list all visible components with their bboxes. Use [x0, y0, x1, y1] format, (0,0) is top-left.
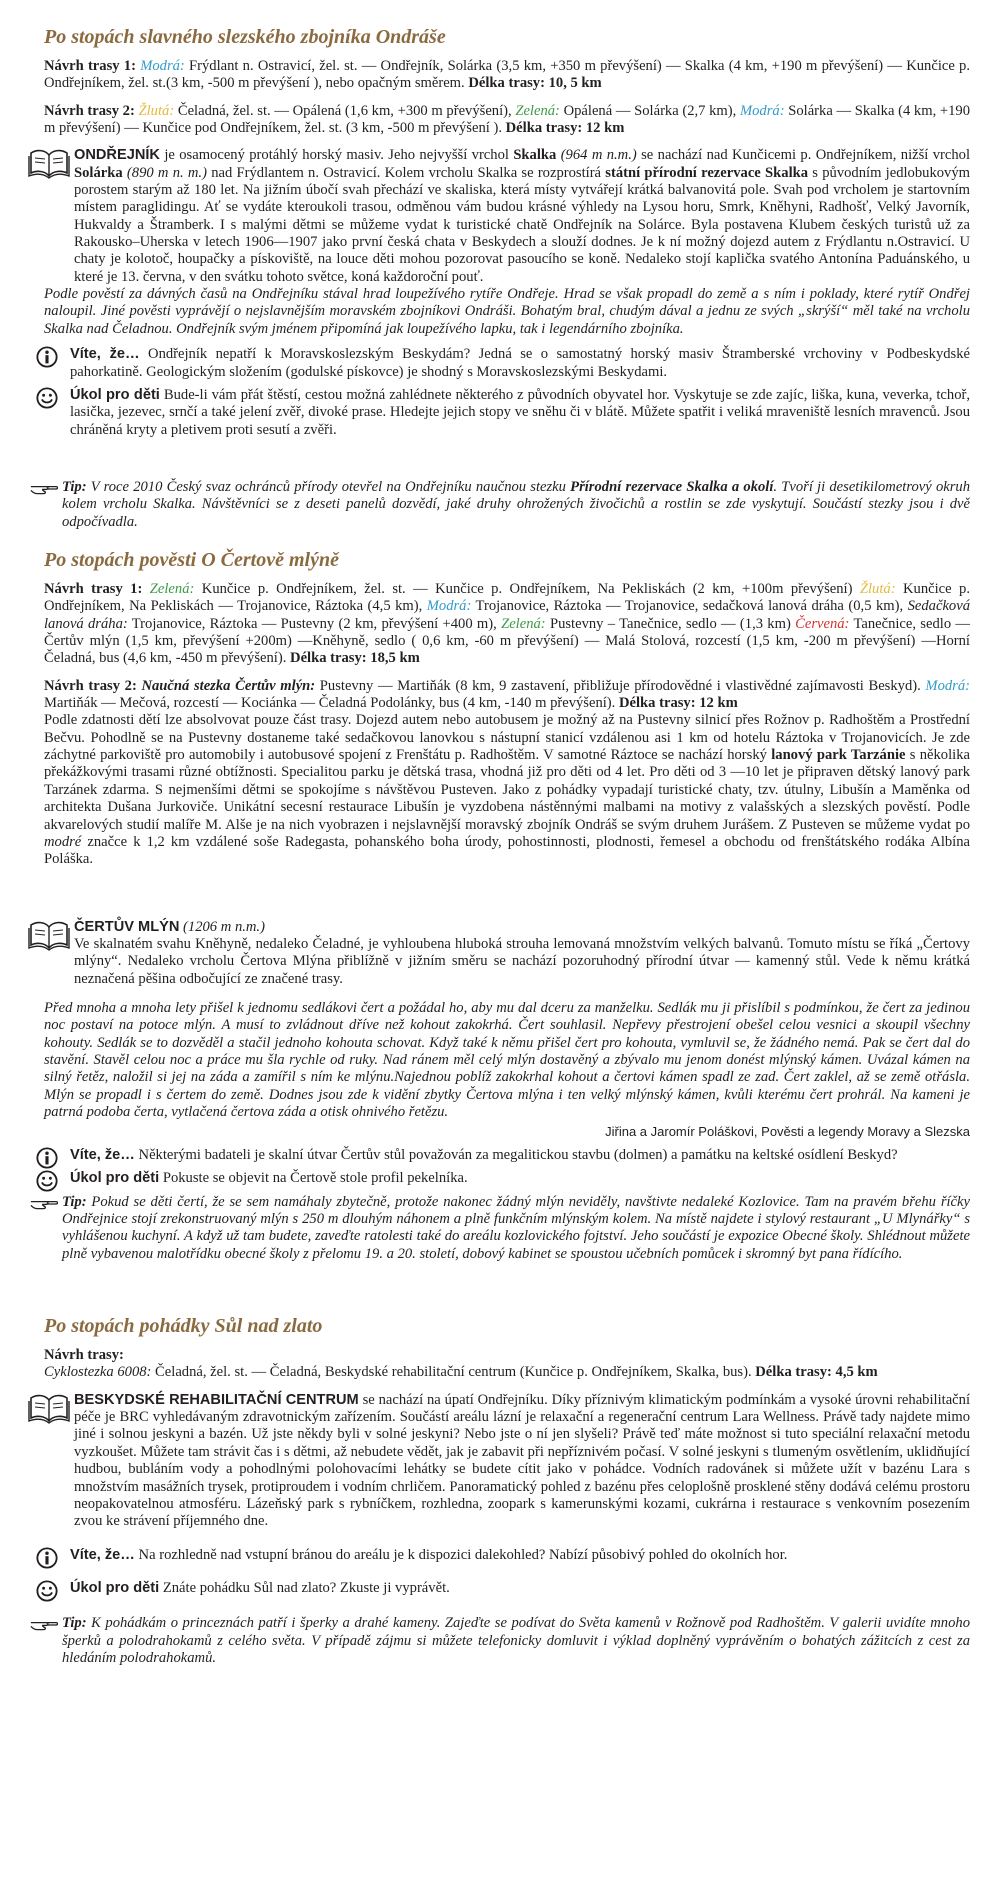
tip-heading: Tip: [62, 478, 87, 495]
text: Znáte pohádku Sůl nad zlato? Zkuste ji vyprávět. [159, 1579, 450, 1596]
ukol-text [70, 1580, 970, 1597]
text-bold-italic: Naučná stezka Čertův mlýn: [141, 677, 316, 694]
block-heading: ČERTŮV MLÝN [74, 918, 180, 935]
route-text: Čeladná, žel. st. — Opálená (1,6 km, +300 m převýšení), [174, 102, 516, 119]
pointing-hand-icon [30, 481, 58, 496]
route-text: Tanečnice, sedlo — Čertův mlýn (1,5 km, převýšení +200m) —Kněhyně, sedlo ( 0,6 km, -60 m převýšení) — Malá Stolová, rozcestí (1,5 km, -200 m převýšení) —Horní Čeladná, bus (4,6 km, -450 m převýšení). [44, 615, 970, 667]
route-1 [44, 58, 970, 93]
tip-block [44, 479, 970, 531]
text-italic: Cyklostezka 6008: [44, 1364, 152, 1381]
ukol-block [44, 1580, 970, 1597]
trail-green: Zelená: [515, 102, 560, 119]
ondrejnik-block [44, 147, 970, 286]
block-heading: BESKYDSKÉ REHABILITAČNÍ CENTRUM [74, 1391, 359, 1408]
ukol-block [44, 1170, 970, 1187]
ondrejnik-text [74, 147, 970, 286]
text-bold: státní přírodní rezervace Skalka [605, 164, 809, 181]
vite-text [70, 1547, 970, 1564]
text-bold: Skalka [513, 147, 557, 164]
ukol-block [44, 387, 970, 439]
section-sul-nad-zlato [44, 1315, 970, 1667]
book-icon [26, 1392, 72, 1424]
block-heading: Víte, že… [70, 1147, 135, 1164]
block-heading: Úkol pro děti [70, 1579, 160, 1596]
tip-heading: Tip: [62, 1193, 87, 1210]
text: s původním jedlobukovým porostem starým až 180 let. Na jižním úbočí svah přechází ve skaliska, která místy vytvářejí krátká balvanovitá pole. Svah pod vrcholem je startovním místem paraglidingu. Ať se vydáte kteroukoli trasou, odměnou vám budou krásné výhledy na Lysou horu, Smrk, Kněhyni, Radhošť, Velký Javorník, Hukvaldy a Štramberk. I s malými dětmi se můžeme vydat k turistické chatě Ondřejník na Solárce. Byla postavena Klubem českých turistů už za Rakousko–Uherska v letech 1906—1907 jako první česká chata v Beskydech a slouží dodnes. Je k ní možný dojezd autem z Frýdlantu n.Ostravicí. U chaty je kolotoč, houpačky a pískoviště, na louce děti mohou pozorovat pasoucího se koně. Nedaleko stojí kaplička svatého Antonína Paduánského, u které je 13. června, v den svátku tohoto světce, koná každoroční pouť. [74, 164, 970, 285]
route-label: Návrh trasy: [44, 1346, 124, 1363]
document-content [44, 26, 970, 1667]
trail-blue: Modrá: [426, 598, 472, 615]
section-title: Po stopách slavného slezského zbojníka Ondráše [44, 26, 446, 48]
info-icon [36, 346, 58, 368]
route-text: Čeladná, žel. st. — Čeladná, Beskydské rehabilitační centrum (Kunčice p. Ondřejníkem, Skalka, bus). [151, 1364, 756, 1381]
text: je osamocený protáhlý horský masiv. Jeho nejvyšší vrchol [159, 147, 514, 164]
text: značce k 1,2 km vzdálené soše Radegasta, pohanského boha úrody, pohostinnosti, plodnosti, řemesel a obchodu od frenštátského rodáka Albína Poláška. [44, 833, 970, 868]
text: Na rozhledně nad vstupní bránou do areálu je k dispozici dalekohled? Nabízí působivý pohled do okolních hor. [134, 1546, 788, 1563]
text: Pokud se děti čertí, že se sem namáhaly zbytečně, protože nakonec žádný mlýn neviděly, navštivte nedaleké Kozlovice. Tam na pravém břehu říčky Ondřejnice stojí zrekonstruovaný mlýn s 250 m dlouhým náhonem a plně funkčním mlýnským kolem. Na místě najdete i stylový restaurant „U Mlynářky“ s vyhlášenou kuchyní. A když už tam budete, zaveďte ratolesti také do areálu kozlovického fojtství. Jeho součástí je expozice Obecné školy. Shlédnout můžete plně vybavenou malotřídku obecné školy z přelomu 19. a 20. století, dobový kabinet se spoustou učebních pomůcek i skromný byt pana řídícího. [62, 1193, 970, 1262]
trail-yellow: Žlutá: [138, 102, 175, 119]
vite-block [44, 346, 970, 381]
route-label: Návrh trasy 2: [44, 102, 135, 119]
route-label: Návrh trasy 1: [44, 580, 143, 597]
route-text: Solárka — Skalka (4 km, +190 m převýšení) — Kunčice pod Ondřejníkem, žel. st. (3 km, -500 m převýšení ). [44, 102, 971, 136]
smiley-icon [36, 387, 58, 409]
info-icon [36, 1547, 58, 1569]
info-icon [36, 1147, 58, 1169]
route-text: Kunčice p. Ondřejníkem, Na Pekliskách — Trojanovice, Ráztoka (4,5 km), [44, 580, 970, 615]
text: nad Frýdlantem n. Ostravicí. Kolem vrcholu Skalka se rozprostírá [206, 164, 606, 181]
route-text: Opálená — Solárka (2,7 km), [559, 102, 740, 119]
route-text: Martiňák — Mečová, rozcestí — Kociánka — Čeladná Podolánky, bus (4 km, -140 m převýšení). [44, 695, 619, 712]
text: Ondřejník nepatří k Moravskoslezským Beskydám? Jedná se o samostatný horský masiv Štramberské vrchoviny v Podbeskydské pahorkatině. Geologickým složením (godulské pískovce) je shodný s Moravskoslezskými Beskydami. [70, 346, 970, 380]
vite-text [70, 346, 970, 381]
text-italic: modré [44, 833, 82, 850]
route-length: Délka trasy: 18,5 km [290, 650, 420, 667]
block-heading: Úkol pro děti [70, 386, 160, 403]
text: s několika překážkovými trasami různé obtížnosti. Specialitou parku je dětská trasa, vhodná již pro děti od 4 let. Pro děti od 3 —10 let je připraven dětský lanový park Tarzánek zdarma. S nejmenšími dětmi se spokojíme s návštěvou Pusteven. Jako z pohádky vypadají turistické chaty, tzv. útulny, Libušín a Maměnka od architekta Dušana Jurkoviče. Unikátní secesní restaurace Libušín je vyzdobena nástěnnými malbami na motivy z valašských a slezských pověstí. Podle akvarelových studií malíře M. Alše je na nich vyobrazen i nejslavnější moravský zbojník Ondráš se svým druhem Jurášem. Z Pusteven se můžeme vydat po [44, 747, 970, 833]
block-heading: Víte, že… [70, 346, 140, 363]
text: K pohádkám o princeznách patří i šperky a drahé kameny. Zajeďte se podívat do Světa kamenů v Rožnově pod Radhoštěm. V galerii uvidíte mnoho šperků a polodrahokamů z celého světa. V případě zájmu si můžete telefonicky domluvit i výklad doplněný vyprávěním o bohatých zážitcích z cest za hledáním polodrahokamů. [62, 1615, 970, 1667]
block-heading: Úkol pro děti [70, 1170, 160, 1187]
vite-block [44, 1147, 970, 1164]
tip-text [62, 1615, 970, 1667]
route-2 [44, 678, 970, 713]
ukol-text [70, 387, 970, 439]
certuv-block [44, 919, 970, 988]
tip-text [62, 1194, 970, 1263]
block-heading: Víte, že… [70, 1546, 135, 1563]
route-text: Kunčice p. Ondřejníkem, žel. st. — Kunčice p. Ondřejníkem, Na Pekliskách (2 km, +100m převýšení) [194, 580, 860, 597]
text-italic: Sedačková lanová dráha: [44, 598, 970, 632]
trail-blue: Modrá: [925, 677, 971, 694]
route-text: Trojanovice, Ráztoka — Trojanovice, sedačková lanová dráha (0,5 km), [471, 598, 908, 615]
text: Pokuste se objevit na Čertově stole profil pekelníka. [159, 1170, 468, 1187]
text: se nachází nad Kunčicemi p. Ondřejníkem, nižší vrchol [636, 147, 970, 164]
route-length: Délka trasy: 12 km [618, 695, 738, 712]
trail-green: Zelená: [149, 580, 195, 597]
vite-block [44, 1547, 970, 1564]
certuv-heading [74, 919, 970, 936]
route-1 [44, 581, 970, 668]
route-text: Pustevny – Tanečnice, sedlo — (1,3 km) [545, 615, 796, 632]
route-length: Délka trasy: 12 km [505, 119, 625, 136]
route-text: Frýdlant n. Ostravicí, žel. st. — Ondřejník, Solárka (3,5 km, +350 m převýšení) — Skalka (4 km, +190 m převýšení) — Kunčice p. Ondřejníkem, žel. st.(3 km, -500 m převýšení ), nebo opačným směrem. [44, 57, 971, 92]
section-title: Po stopách pověsti O Čertově mlýně [44, 549, 339, 572]
tip-block [44, 1194, 970, 1263]
brc-block [44, 1392, 970, 1531]
text-bold: Solárka [74, 164, 123, 181]
text: se nachází na úpatí Ondřejníku. Díky příznivým klimatickým podmínkám a vysoké úrovni rehabilitační péče je BRC vyhledávaným zdravotnickým zařízením. Součástí areálu lázní je relaxační a regenerační centrum Lara Wellness. Právě tady najdete mimo jiné i solnou jeskyni a bazén. Už jste někdy byli v solné jeskyni? Nebo jste o ní jen slyšeli? Právě teď máte možnost si tuto speciální relaxační metodu vyzkoušet. Můžete tam strávit čas i s dětmi, až nebudete vědět, jak je zabavit při nepříznivém počasí. V solné jeskyni s tlumeným osvětlením, uklidňující hudbou, bubláním vody a pohodlnými polohovacími lehátky se budete cítit jako v pohádce. Vodních radovánek si můžete užít v bazénu Lara s množstvím masážních trysek, protiproudem i vodním chrličem. Panoramatický pohled z bazénu přes celoplošně prosklené stěny dodává celému prostoru neopakovatelnou atmosféru. Lázeňský park s rybníčkem, rozhledna, zoopark s kamerunskými kozami, cukrárna i restaurace s venkovním posezením zvou ke strávení příjemného dne. [74, 1391, 970, 1530]
text: Podle zdatnosti dětí lze absolvovat pouze část trasy. Dojezd autem nebo autobusem je možný až na Pustevny silnicí přes Rožnov p. Radhoštěm a Prostřední Bečvu. Pohodlně se na Pustevny dostaneme také sedačkovou lanovkou s nástupní stanicí vzdálenou asi 1 km od hotelu Ráztoka v Trojanovicích. Je zde záchytné parkoviště pro automobily i autobusové spojení z Frenštátu p. Radhoštěm. V samotné Ráztoce se nachází horský [44, 712, 970, 764]
tip-heading: Tip: [62, 1615, 87, 1632]
route-length: Délka trasy: 10, 5 km [468, 75, 602, 92]
block-heading: ONDŘEJNÍK [74, 147, 160, 164]
text: Bude-li vám přát štěstí, cestou možná zahlédnete některého z původních obyvatel hor. Vyskytuje se zde zajíc, liška, kuna, veverka, tchoř, lasička, jezevec, srnčí a také jelení zvěř, divoké prase. Hledejte jejich stopy ve sněhu či v blátě. Můžete spatřit i veliká mraveniště lesních mravenců. Jsou chráněná kryty a pletivem proti sesutí a zvěři. [70, 386, 970, 438]
vite-text [70, 1147, 970, 1164]
trail-green: Zelená: [501, 615, 546, 632]
pointing-hand-icon [30, 1196, 58, 1211]
text-italic: (1206 m n.m.) [179, 918, 265, 935]
book-icon [26, 919, 72, 951]
brc-text [74, 1392, 970, 1531]
attribution: Jiřina a Jaromír Poláškovi, Pověsti a legendy Moravy a Slezska [605, 1123, 970, 1139]
text: Některými badateli je skalní útvar Čertův stůl považován za megalitickou stavbu (dolmen) a památku na keltské osídlení Beskyd? [134, 1147, 898, 1164]
route-2 [44, 103, 970, 138]
tip-text [62, 479, 970, 531]
trail-blue: Modrá: [739, 102, 785, 119]
trail-red: Červená: [795, 615, 850, 632]
route-1 [44, 1347, 970, 1382]
certuv-text: Ve skalnatém svahu Kněhyně, nedaleko Čeladné, je vyhloubena hluboká strouha lemovaná množstvím velkých balvanů. Tomuto místu se říká „Čertovy mlýny“. Nedaleko vrcholu Čertova Mlýna přiblížně v jižním směru se nachází pozoruhodný přírodní útvar — kamenný stůl. Vede k němu krátká neznačená pěšina odbočující ze značené trasy. [74, 935, 970, 987]
route-text: Pustevny — Martiňák (8 km, 9 zastavení, přibližuje přírodovědné i vlastivědné zajímavosti Beskyd). [315, 677, 926, 694]
text-italic: (964 m n.m.) [556, 147, 637, 164]
tip-block [44, 1615, 970, 1667]
section-title: Po stopách pohádky Sůl nad zlato [44, 1315, 323, 1338]
text-bold: Přírodní rezervace Skalka a okolí [570, 478, 774, 495]
trail-blue: Modrá: [140, 57, 185, 74]
section-ondras [44, 26, 970, 531]
book-icon [26, 147, 72, 179]
text-italic: (890 m n. m.) [122, 164, 207, 181]
paragraph [44, 712, 970, 868]
smiley-icon [36, 1170, 58, 1192]
legend-text: Před mnoha a mnoha lety přišel k jednomu sedlákovi čert a požádal ho, aby mu dal dceru za manželku. Sedlák mu ji přislíbil s podmínkou, že čert za jedinou noc postaví na potoce mlýn. A musí to zvládnout dříve než kohout zakokrhá. Čert souhlasil. Nepřevy přestrojení obešel celou vesnici a skoupil všechny kohouty. Sedlák se to dozvěděl a stačil jednoho kohouta schovat. Když také k němu přišel čert pro kohouta, vymluvil se, že žádného nemá. Pak se čert dal do stavění. Stavěl celou noc a práce mu šla rychle od ruky. Nad ránem měl celý mlýn dostavěný a zbývalo mu jenom donést mlýnský kámen. Uvázal kámen na silný řetěz, naložil si jej na záda a zamířil s ním ke mlýnu.Najednou poblíž zakokrhal kohout a čertovi kámen spadl ze zad. Čert zaklel, až se země otřásla. Mlýn se propadl i s čertem do země. Dodnes jsou zde k vidění zbytky Čertova mlýna i ten velký mlýnský kámen, kvůli kterému čert prohrál. Na kameni je patrná podoba čerta, vytlačená čertova záda a otisk ohnivého řetězu. [44, 1000, 970, 1121]
section-certuv-mlyn [44, 549, 970, 1263]
text-bold: lanový park Tarzánie [771, 747, 906, 764]
legend-text: Podle pověstí za dávných časů na Ondřejníku stával hrad loupežívého rytíře Ondřeje. Hrad se však propadl do země a s ním i poklady, které rytíř Ondřej naloupil. Jiné pověsti vyprávějí o nejslavnějším moravském zbojníkovi Ondráši. Bohatým bral, chudým dával a jednu ze svých „skrýší“ měl také na vrcholu Skalka nad Čeladnou. Ondřejník svým jménem připomíná jak loupežívého lapku, tak i legendárního zbojníka. [44, 286, 970, 337]
text: V roce 2010 Český svaz ochránců přírody otevřel na Ondřejníku naučnou stezku [86, 478, 571, 495]
trail-yellow: Žlutá: [859, 580, 896, 597]
route-text: Trojanovice, Ráztoka — Pustevny (2 km, převýšení +400 m), [127, 615, 502, 632]
pointing-hand-icon [30, 1617, 58, 1632]
text: . Tvoří ji desetikilometrový okruh kolem vrcholu Skalka. Návštěvníci se z deseti panelů dozvědí, jaké druhy ohrožených živočichů a rostlin se zde vyskytují. Součástí stezky jsou i dvě odpočívadla. [62, 478, 970, 530]
route-label: Návrh trasy 2: [44, 677, 137, 694]
route-length: Délka trasy: 4,5 km [755, 1364, 878, 1381]
ukol-text [70, 1170, 970, 1187]
route-label: Návrh trasy 1: [44, 57, 136, 74]
smiley-icon [36, 1580, 58, 1602]
